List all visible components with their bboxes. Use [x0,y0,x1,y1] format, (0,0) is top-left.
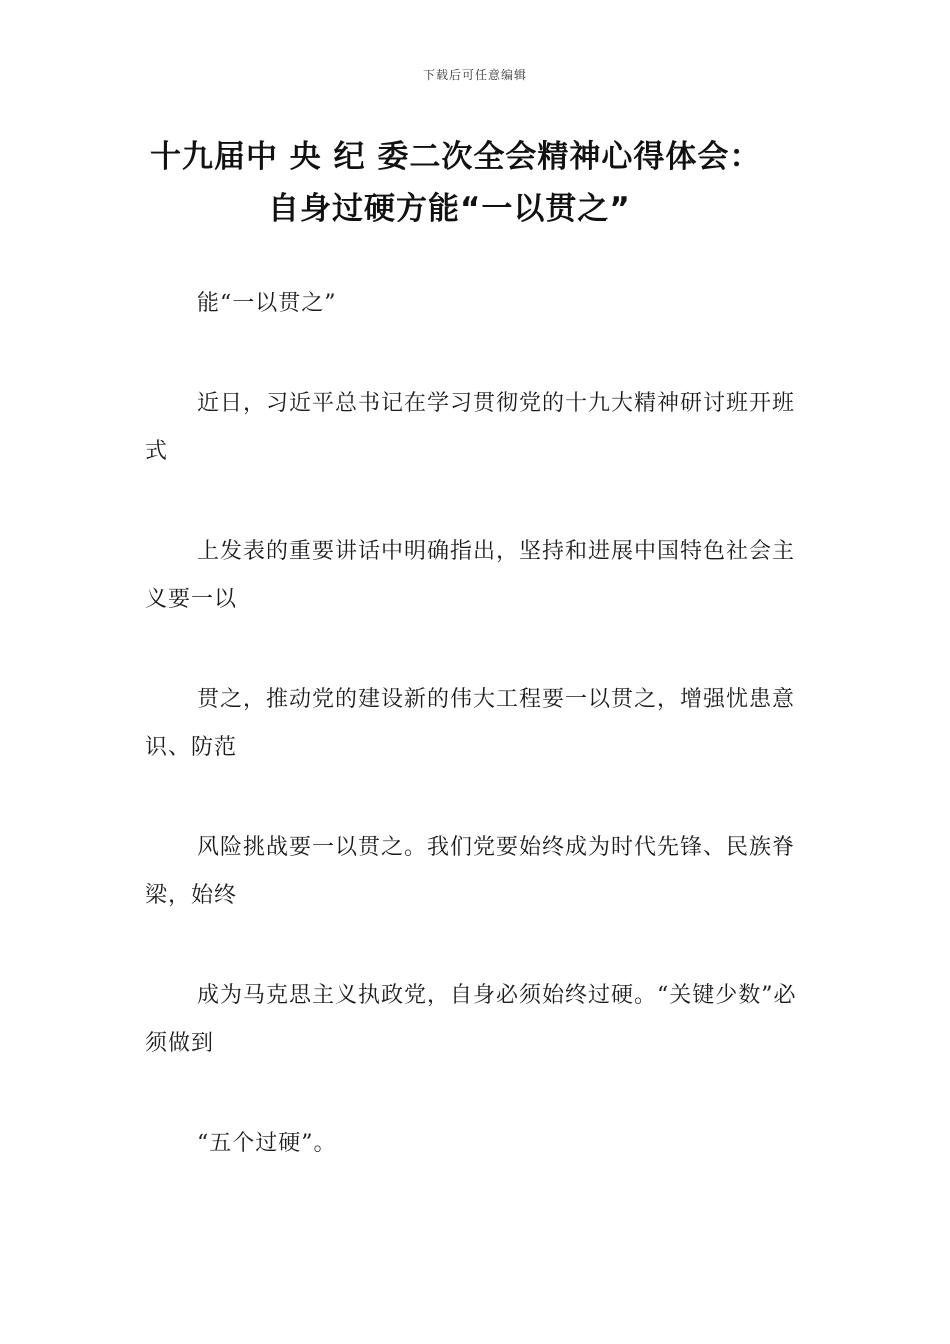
paragraph-6: 成为马克思主义执政党，自身必须始终过硬。“关键少数”必须做到 [145,983,797,1056]
paragraph-2: 近日，习近平总书记在学习贯彻党的十九大精神研讨班开班式 [145,391,796,464]
paragraph-7: “五个过硬”。 [197,1131,337,1156]
document-title-line-2: 自身过硬方能“一以贯之” [268,191,631,227]
paragraph-5: 风险挑战要一以贯之。我们党要始终成为时代先锋、民族脊梁，始终 [145,835,796,908]
paragraph-1: 能“一以贯之” [197,291,337,316]
header-note: 下载后可任意编辑 [422,68,527,82]
document-body [145,280,810,1220]
document-title-line-1: 十九届中 央 纪 委二次全会精神心得体会： [150,139,762,175]
paragraph-4: 贯之，推动党的建设新的伟大工程要一以贯之，增强忧患意识、防范 [145,687,796,760]
paragraph-3: 上发表的重要讲话中明确指出，坚持和进展中国特色社会主义要一以 [145,539,796,612]
